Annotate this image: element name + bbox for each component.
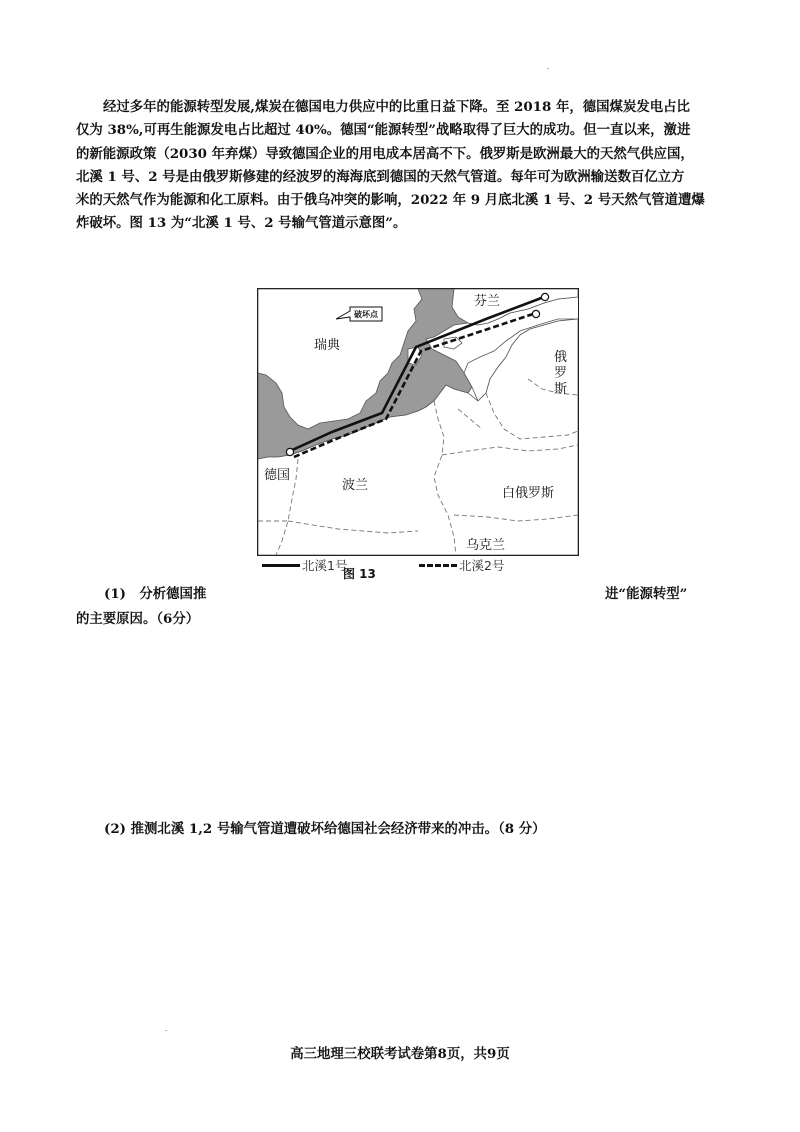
legend-item-line2 [419,556,504,574]
legend-label-line2: 北溪2号 [459,558,505,573]
pipeline-map [257,288,579,556]
passage-line-4: 北溪 1 号、2 号是由俄罗斯修建的经波罗的海海底到德国的天然气管道。每年可为欧洲输送数百亿立方 [76,168,685,185]
legend-item-line1 [262,556,347,574]
passage-line-6: 炸破坏。图 13 为“北溪 1 号、2 号输气管道示意图”。 [76,215,407,232]
pipeline-end-point-2 [532,310,539,317]
passage-line-2: 仅为 38%,可再生能源发电占比超过 40%。德国“能源转型”战略取得了巨大的成功。但一直以来，激进 [76,122,691,139]
pipeline-start-point [286,448,293,455]
passage-line-3: 的新能源政策（2030 年弃煤）导致德国企业的用电成本居高不下。俄罗斯是欧洲最大的天然气供应国， [76,145,694,162]
question-1-part-a: (1) 分析德国推 [104,586,207,602]
damage-point-label: 破坏点 [354,310,378,319]
page-footer: 高三地理三校联考试卷第8页，共9页 [290,1046,510,1062]
label-finland: 芬兰 [474,294,501,309]
question-1-part-b: 进“能源转型” [605,586,688,602]
scan-speck [165,1030,167,1031]
label-germany: 德国 [264,468,291,483]
label-ukraine: 乌克兰 [466,538,506,553]
question-2: (2) 推测北溪 1,2 号输气管道遭破坏给德国社会经济带来的冲击。（8 分） [104,821,546,837]
figure-caption: 图 13 [343,567,376,581]
question-1-part-c: 的主要原因。（6分） [76,611,200,627]
label-belarus: 白俄罗斯 [502,486,555,501]
map-legend [262,556,582,574]
legend-dashed-swatch [419,564,457,567]
passage [76,96,726,236]
label-sweden: 瑞典 [314,338,341,353]
label-russia-2: 罗 [554,366,568,381]
legend-solid-swatch [262,564,300,567]
legend-label-line1: 北溪1号 [302,558,348,573]
label-poland: 波兰 [342,478,369,493]
label-russia-1: 俄 [554,350,568,365]
map-svg [258,289,578,555]
pipeline-end-point-1 [541,293,548,300]
passage-line-1: 经过多年的能源转型发展,煤炭在德国电力供应中的比重日益下降。至 2018 年，德国煤炭发电占比 [103,99,690,115]
scan-speck [547,68,549,69]
passage-line-5: 米的天然气作为能源和化工原料。由于俄乌冲突的影响，2022 年 9 月底北溪 1 号、2 号天然气管道遭爆 [76,192,705,209]
label-russia-3: 斯 [554,382,568,397]
